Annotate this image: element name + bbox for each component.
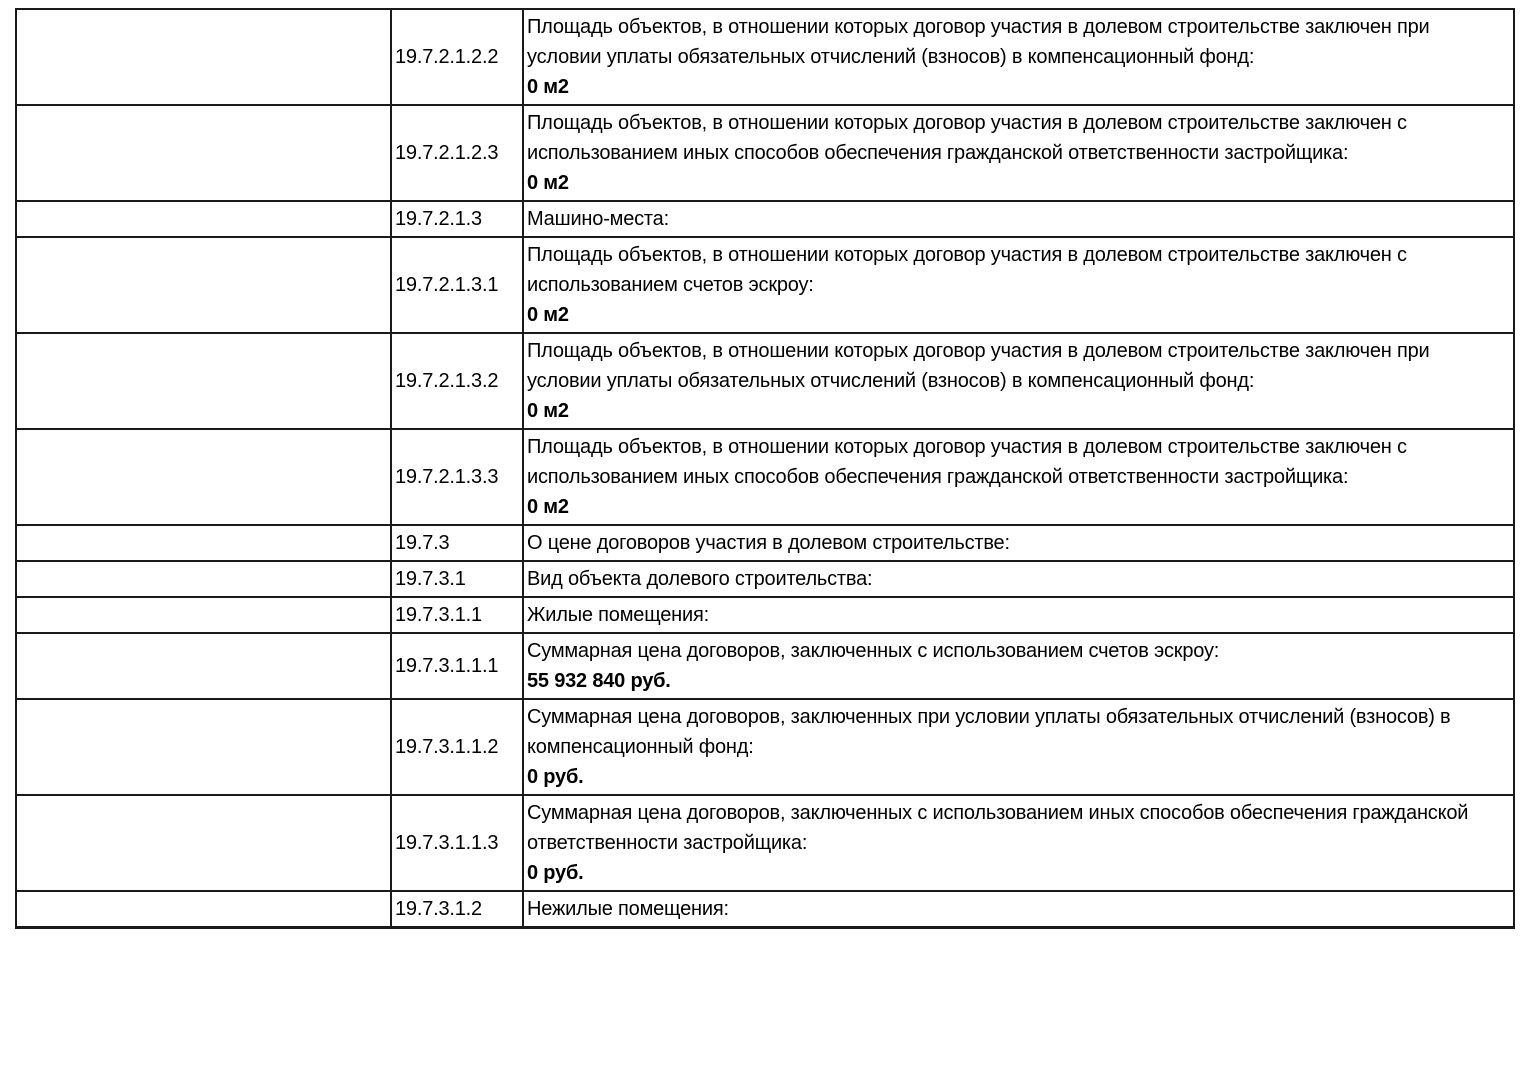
content-cell	[523, 561, 1514, 597]
section-code: 19.7.2.1.2.2	[395, 46, 499, 68]
content-cell	[523, 201, 1514, 237]
table-row	[16, 237, 1514, 333]
row-label: Площадь объектов, в отношении которых договор участия в долевом строительстве заключен при условии уплаты обязательных отчислений (взносов) в компенсационный фонд:	[527, 340, 1430, 392]
row-value: 0 м2	[527, 76, 569, 98]
row-label: Площадь объектов, в отношении которых договор участия в долевом строительстве заключен с использованием счетов эскроу:	[527, 244, 1407, 296]
empty-cell	[16, 891, 391, 928]
section-code-cell	[391, 633, 523, 699]
row-value: 0 м2	[527, 496, 569, 518]
empty-cell	[16, 9, 391, 105]
declaration-table	[15, 8, 1515, 929]
table-row	[16, 891, 1514, 928]
section-code: 19.7.2.1.3.1	[395, 274, 499, 296]
section-code-cell	[391, 9, 523, 105]
empty-cell	[16, 333, 391, 429]
table-row	[16, 525, 1514, 561]
content-cell	[523, 525, 1514, 561]
content-cell	[523, 597, 1514, 633]
content-cell	[523, 105, 1514, 201]
empty-cell	[16, 237, 391, 333]
empty-cell	[16, 105, 391, 201]
section-code-cell	[391, 429, 523, 525]
section-code-cell	[391, 201, 523, 237]
section-code-cell	[391, 525, 523, 561]
section-code-cell	[391, 597, 523, 633]
section-code-cell	[391, 105, 523, 201]
section-code: 19.7.3.1	[395, 568, 466, 590]
section-code-cell	[391, 237, 523, 333]
table-row	[16, 561, 1514, 597]
row-label: Жилые помещения:	[527, 604, 709, 626]
row-value: 0 м2	[527, 172, 569, 194]
table-row	[16, 9, 1514, 105]
row-label: Площадь объектов, в отношении которых договор участия в долевом строительстве заключен с использованием иных способов обеспечения гражданской ответственности застройщика:	[527, 436, 1407, 488]
section-code: 19.7.3.1.1.1	[395, 655, 499, 677]
section-code-cell	[391, 699, 523, 795]
table-row	[16, 795, 1514, 891]
section-code: 19.7.2.1.3.3	[395, 466, 499, 488]
section-code: 19.7.3.1.2	[395, 898, 482, 920]
row-label: Машино-места:	[527, 208, 669, 230]
table-row	[16, 105, 1514, 201]
section-code: 19.7.2.1.3.2	[395, 370, 499, 392]
declaration-table-body	[16, 9, 1514, 928]
table-row	[16, 429, 1514, 525]
section-code: 19.7.2.1.3	[395, 208, 482, 230]
section-code: 19.7.3.1.1.2	[395, 736, 499, 758]
section-code-cell	[391, 795, 523, 891]
empty-cell	[16, 525, 391, 561]
empty-cell	[16, 429, 391, 525]
row-label: Площадь объектов, в отношении которых договор участия в долевом строительстве заключен с использованием иных способов обеспечения гражданской ответственности застройщика:	[527, 112, 1407, 164]
row-label: Суммарная цена договоров, заключенных при условии уплаты обязательных отчислений (взносов) в компенсационный фонд:	[527, 706, 1451, 758]
table-row	[16, 699, 1514, 795]
table-row	[16, 201, 1514, 237]
empty-cell	[16, 699, 391, 795]
row-label: Нежилые помещения:	[527, 898, 729, 920]
empty-cell	[16, 561, 391, 597]
row-label: Вид объекта долевого строительства:	[527, 568, 873, 590]
section-code: 19.7.2.1.2.3	[395, 142, 499, 164]
table-row	[16, 633, 1514, 699]
empty-cell	[16, 633, 391, 699]
content-cell	[523, 333, 1514, 429]
row-value: 55 932 840 руб.	[527, 670, 671, 692]
content-cell	[523, 237, 1514, 333]
section-code: 19.7.3	[395, 532, 450, 554]
empty-cell	[16, 795, 391, 891]
content-cell	[523, 699, 1514, 795]
content-cell	[523, 891, 1514, 928]
content-cell	[523, 429, 1514, 525]
table-row	[16, 597, 1514, 633]
table-row	[16, 333, 1514, 429]
section-code-cell	[391, 333, 523, 429]
row-label: Суммарная цена договоров, заключенных с использованием счетов эскроу:	[527, 640, 1220, 662]
content-cell	[523, 633, 1514, 699]
section-code-cell	[391, 891, 523, 928]
row-label: О цене договоров участия в долевом строительстве:	[527, 532, 1010, 554]
row-label: Суммарная цена договоров, заключенных с использованием иных способов обеспечения гражданской ответственности застройщика:	[527, 802, 1469, 854]
section-code-cell	[391, 561, 523, 597]
row-value: 0 руб.	[527, 862, 584, 884]
content-cell	[523, 795, 1514, 891]
section-code: 19.7.3.1.1	[395, 604, 482, 626]
section-code: 19.7.3.1.1.3	[395, 832, 499, 854]
empty-cell	[16, 597, 391, 633]
row-value: 0 м2	[527, 304, 569, 326]
row-value: 0 руб.	[527, 766, 584, 788]
row-value: 0 м2	[527, 400, 569, 422]
empty-cell	[16, 201, 391, 237]
row-label: Площадь объектов, в отношении которых договор участия в долевом строительстве заключен при условии уплаты обязательных отчислений (взносов) в компенсационный фонд:	[527, 16, 1430, 68]
content-cell	[523, 9, 1514, 105]
